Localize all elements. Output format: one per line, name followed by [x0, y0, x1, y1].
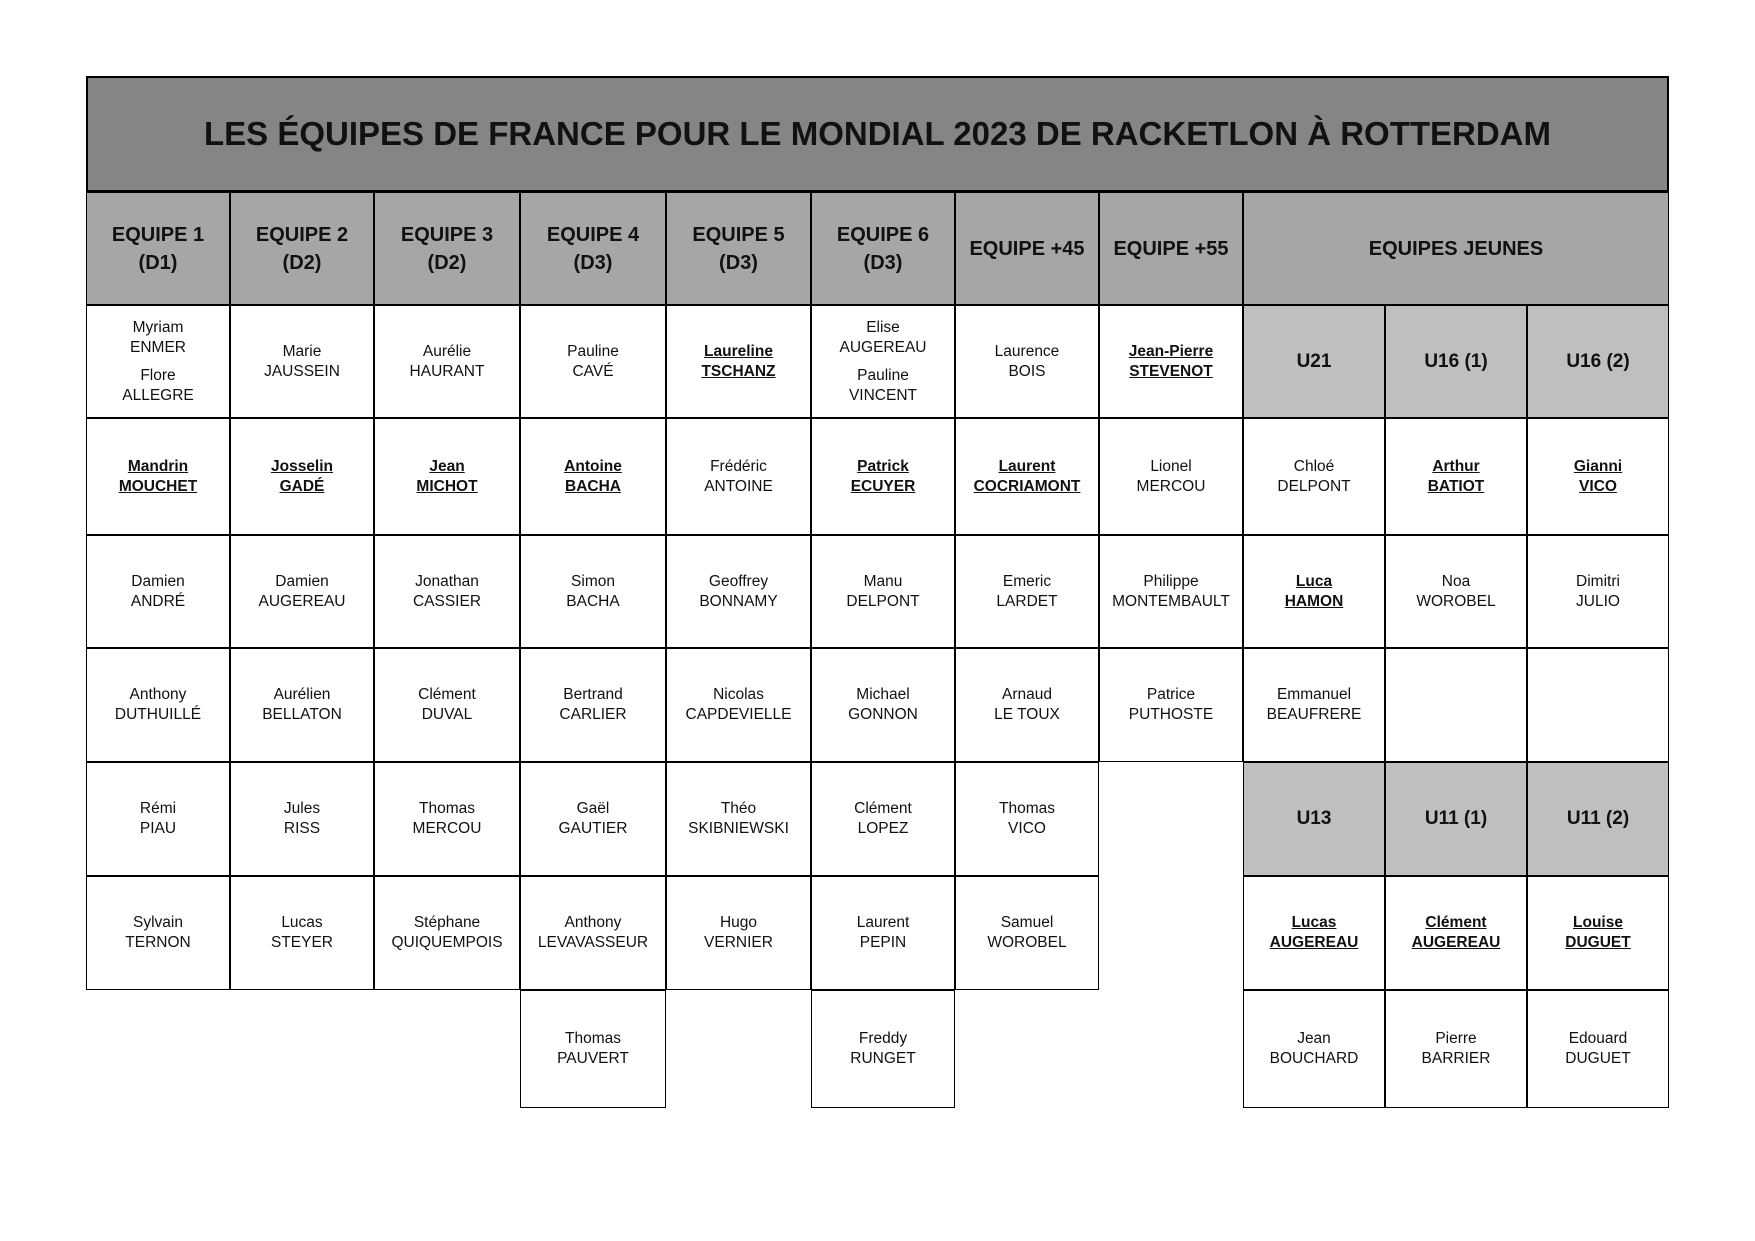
player-cell [520, 990, 666, 1108]
team-header [811, 192, 955, 305]
player-name-group [130, 318, 186, 358]
player-last-name: DUGUET [1565, 1050, 1631, 1067]
player-last-name: MOUCHET [118, 477, 198, 495]
player-first-name: Aurélien [273, 686, 331, 703]
player-first-name: Rémi [139, 800, 177, 817]
player-last-name: LOPEZ [857, 820, 909, 837]
youth-header [1243, 192, 1669, 305]
player-first-name: Laurent [998, 457, 1056, 475]
player-last-name: JULIO [1576, 592, 1620, 610]
player-last-name: BELLATON [262, 706, 342, 723]
player-last-name: DUTHUILLÉ [114, 706, 202, 723]
team-name: EQUIPE +55 [1113, 237, 1229, 260]
player-first-name: Emmanuel [1276, 686, 1352, 703]
team-name: EQUIPE 4 [546, 223, 640, 246]
player-cell [955, 648, 1099, 762]
player-cell [1385, 535, 1527, 648]
player-last-name: PAUVERT [557, 1050, 629, 1067]
player-cell [1243, 648, 1385, 762]
team-name: EQUIPE 2 [255, 223, 349, 246]
team-header [86, 192, 230, 305]
player-cell [1243, 418, 1385, 535]
team-name: EQUIPE 1 [111, 223, 205, 246]
player-last-name: DUGUET [1565, 934, 1631, 951]
team-header [230, 192, 374, 305]
player-cell [1385, 418, 1527, 535]
player-cell [230, 535, 374, 648]
player-last-name: JAUSSEIN [264, 362, 340, 380]
page-title [86, 76, 1669, 192]
player-last-name: LE TOUX [994, 706, 1060, 723]
team-division: (D2) [427, 251, 467, 274]
player-first-name: Thomas [999, 800, 1055, 817]
player-cell [230, 762, 374, 876]
player-last-name: RISS [283, 820, 321, 837]
team-header [374, 192, 520, 305]
player-last-name: QUIQUEMPOIS [391, 934, 503, 951]
team-name: EQUIPE 5 [692, 223, 785, 246]
player-cell [811, 876, 955, 990]
player-cell [1243, 876, 1385, 990]
player-last-name: ECUYER [850, 477, 916, 495]
player-first-name: Louise [1573, 914, 1623, 931]
player-last-name: ANTOINE [704, 477, 773, 495]
player-last-name: VICO [1008, 820, 1046, 837]
player-cell [230, 648, 374, 762]
player-last-name: AUGEREAU [258, 592, 346, 610]
player-cell [1527, 990, 1669, 1108]
player-cell [811, 762, 955, 876]
player-cell [955, 418, 1099, 535]
player-first-name: Dimitri [1576, 572, 1620, 590]
player-cell [374, 876, 520, 990]
player-last-name: MICHOT [416, 477, 478, 495]
player-last-name: CASSIER [412, 592, 482, 610]
player-first-name: Laurence [994, 342, 1060, 360]
player-last-name: STEYER [270, 934, 333, 951]
player-first-name: Marie [282, 342, 322, 360]
player-last-name: MERCOU [412, 820, 482, 837]
player-cell [520, 876, 666, 990]
team-name: EQUIPE 3 [400, 223, 494, 246]
player-last-name: PIAU [139, 820, 177, 837]
player-first-name: Hugo [719, 914, 758, 931]
player-last-name: HAMON [1284, 592, 1344, 610]
player-first-name: Laureline [704, 342, 773, 360]
player-cell [230, 876, 374, 990]
player-first-name: Jules [283, 800, 321, 817]
player-first-name: Thomas [565, 1030, 621, 1047]
player-first-name: Mandrin [127, 457, 189, 475]
player-first-name: Pauline [567, 342, 619, 360]
player-cell [1099, 418, 1243, 535]
player-cell [520, 762, 666, 876]
player-cell [955, 876, 1099, 990]
player-first-name: Pauline [857, 366, 909, 384]
player-cell [811, 648, 955, 762]
player-first-name: Damien [131, 572, 185, 590]
player-first-name: Geoffrey [708, 572, 769, 590]
player-first-name: Philippe [1143, 572, 1199, 590]
player-cell [666, 305, 811, 418]
player-last-name: MERCOU [1136, 477, 1206, 495]
player-cell [1385, 876, 1527, 990]
player-cell [1243, 990, 1385, 1108]
player-first-name: Jean [1297, 1030, 1331, 1047]
player-last-name: VICO [1579, 477, 1617, 495]
player-cell [86, 305, 230, 418]
player-last-name: WOROBEL [1416, 592, 1496, 610]
player-last-name: HAURANT [409, 362, 485, 380]
youth-category-label: U21 [1296, 350, 1332, 372]
youth-category-label: U16 (1) [1424, 350, 1488, 372]
player-first-name: Edouard [1568, 1030, 1628, 1047]
player-cell [666, 762, 811, 876]
player-first-name: Frédéric [710, 457, 767, 475]
youth-category-header [1385, 762, 1527, 876]
youth-category-label: U11 (1) [1424, 808, 1488, 829]
player-last-name: GADÉ [279, 477, 325, 495]
player-cell [811, 418, 955, 535]
team-header [666, 192, 811, 305]
player-last-name: BONNAMY [699, 592, 778, 610]
player-last-name: PUTHOSTE [1128, 706, 1214, 723]
player-first-name: Jean [429, 457, 465, 475]
player-first-name: Lionel [1150, 457, 1192, 475]
team-header [1099, 192, 1243, 305]
player-cell [1243, 535, 1385, 648]
player-first-name: Sylvain [133, 914, 183, 931]
youth-category-header [1243, 305, 1385, 418]
player-cell [86, 535, 230, 648]
player-first-name: Clément [418, 686, 476, 703]
player-first-name: Elise [866, 318, 900, 336]
player-last-name: CAPDEVIELLE [685, 706, 792, 723]
player-first-name: Antoine [564, 457, 622, 475]
team-header [955, 192, 1099, 305]
player-cell [374, 305, 520, 418]
team-division: (D3) [719, 251, 758, 274]
player-last-name: BOUCHARD [1269, 1050, 1359, 1067]
player-last-name: TSCHANZ [701, 362, 776, 380]
team-division: (D3) [863, 251, 903, 274]
player-last-name: MONTEMBAULT [1112, 592, 1230, 610]
youth-category-label: U13 [1296, 808, 1332, 829]
empty-cell [1385, 648, 1527, 762]
team-division: (D2) [282, 251, 322, 274]
player-cell [1099, 535, 1243, 648]
player-last-name: VERNIER [704, 934, 773, 951]
player-last-name: BATIOT [1427, 477, 1485, 495]
player-last-name: GONNON [848, 706, 918, 723]
player-last-name: SKIBNIEWSKI [688, 820, 789, 837]
player-first-name: Lucas [1291, 914, 1337, 931]
player-last-name: RUNGET [850, 1050, 916, 1067]
player-cell [1527, 418, 1669, 535]
player-first-name: Luca [1295, 572, 1333, 590]
player-first-name: Lucas [281, 914, 323, 931]
player-last-name: CARLIER [559, 706, 627, 723]
player-last-name: AUGEREAU [839, 338, 927, 356]
player-first-name: Manu [863, 572, 903, 590]
player-first-name: Flore [140, 366, 176, 384]
team-division: (D3) [573, 251, 613, 274]
team-header [520, 192, 666, 305]
player-cell [230, 305, 374, 418]
player-last-name: BACHA [566, 592, 620, 610]
player-cell [955, 535, 1099, 648]
player-cell [1527, 535, 1669, 648]
player-cell [86, 648, 230, 762]
player-last-name: BARRIER [1421, 1050, 1491, 1067]
player-last-name: LEVAVASSEUR [537, 934, 649, 951]
youth-category-header [1243, 762, 1385, 876]
player-first-name: Nicolas [713, 686, 764, 703]
player-last-name: STEVENOT [1129, 362, 1213, 380]
player-last-name: TERNON [125, 934, 191, 951]
player-last-name: AUGEREAU [1411, 934, 1501, 951]
player-cell [230, 418, 374, 535]
player-name-group [849, 366, 917, 406]
player-first-name: Gianni [1573, 457, 1623, 475]
player-name-group [122, 366, 194, 406]
player-cell [811, 535, 955, 648]
player-last-name: PEPIN [859, 934, 907, 951]
player-first-name: Bertrand [563, 686, 623, 703]
player-cell [374, 418, 520, 535]
player-last-name: ENMER [130, 338, 186, 356]
player-cell [374, 762, 520, 876]
player-name-group [840, 318, 927, 358]
player-first-name: Noa [1441, 572, 1471, 590]
player-first-name: Simon [571, 572, 615, 590]
player-first-name: Thomas [419, 800, 475, 817]
player-first-name: Arnaud [1002, 686, 1052, 703]
youth-category-label: U11 (2) [1566, 808, 1630, 829]
player-cell [374, 535, 520, 648]
player-last-name: BACHA [565, 477, 621, 495]
player-cell [374, 648, 520, 762]
player-first-name: Anthony [129, 686, 187, 703]
player-first-name: Patrice [1146, 686, 1196, 703]
youth-category-header [1527, 305, 1669, 418]
player-first-name: Myriam [132, 318, 184, 336]
player-cell [520, 648, 666, 762]
player-last-name: DELPONT [1277, 477, 1351, 495]
team-name: EQUIPE 6 [836, 223, 930, 246]
player-cell [666, 418, 811, 535]
player-cell [1527, 876, 1669, 990]
player-last-name: ANDRÉ [130, 592, 186, 610]
youth-category-header [1385, 305, 1527, 418]
player-cell [86, 762, 230, 876]
player-last-name: BOIS [1008, 362, 1046, 380]
team-name: EQUIPE +45 [969, 237, 1085, 260]
player-first-name: Aurélie [422, 342, 472, 360]
player-cell [1385, 990, 1527, 1108]
player-first-name: Laurent [856, 914, 910, 931]
player-last-name: AUGEREAU [1269, 934, 1359, 951]
player-first-name: Michael [856, 686, 910, 703]
player-first-name: Jean-Pierre [1128, 342, 1214, 360]
player-cell [86, 418, 230, 535]
player-cell [1099, 305, 1243, 418]
player-cell [666, 535, 811, 648]
player-first-name: Jonathan [415, 572, 479, 590]
youth-category-label: U16 (2) [1566, 350, 1630, 372]
player-last-name: DUVAL [421, 706, 473, 723]
player-cell [520, 305, 666, 418]
player-last-name: COCRIAMONT [973, 477, 1081, 495]
player-cell [520, 535, 666, 648]
player-first-name: Damien [275, 572, 329, 590]
player-first-name: Pierre [1435, 1030, 1477, 1047]
player-last-name: CAVÉ [572, 362, 614, 380]
player-last-name: BEAUFRERE [1266, 706, 1362, 723]
player-cell [811, 305, 955, 418]
player-first-name: Anthony [564, 914, 622, 931]
player-last-name: ALLEGRE [122, 386, 194, 404]
player-cell [955, 762, 1099, 876]
player-first-name: Freddy [858, 1030, 908, 1047]
player-cell [1099, 648, 1243, 762]
player-last-name: VINCENT [848, 386, 918, 404]
player-first-name: Patrick [857, 457, 909, 475]
player-cell [811, 990, 955, 1108]
player-first-name: Clément [854, 800, 912, 817]
player-first-name: Clément [1425, 914, 1487, 931]
player-cell [955, 305, 1099, 418]
player-cell [666, 648, 811, 762]
page-title-text: LES ÉQUIPES DE FRANCE POUR LE MONDIAL 2023 DE RACKETLON À ROTTERDAM [203, 115, 1552, 152]
player-last-name: WOROBEL [987, 934, 1067, 951]
player-first-name: Samuel [1000, 914, 1054, 931]
player-last-name: GAUTIER [558, 820, 628, 837]
player-last-name: DELPONT [846, 592, 920, 610]
player-last-name: LARDET [996, 592, 1058, 610]
team-division: (D1) [138, 251, 178, 274]
player-first-name: Stéphane [413, 914, 481, 931]
player-first-name: Théo [720, 800, 757, 817]
player-first-name: Arthur [1432, 457, 1480, 475]
player-cell [666, 876, 811, 990]
youth-category-header [1527, 762, 1669, 876]
empty-cell [1527, 648, 1669, 762]
player-first-name: Chloé [1293, 457, 1335, 475]
player-first-name: Josselin [270, 457, 334, 475]
youth-title: EQUIPES JEUNES [1368, 237, 1544, 260]
player-cell [520, 418, 666, 535]
player-first-name: Emeric [1002, 572, 1052, 590]
player-first-name: Gaël [576, 800, 610, 817]
player-cell [86, 876, 230, 990]
